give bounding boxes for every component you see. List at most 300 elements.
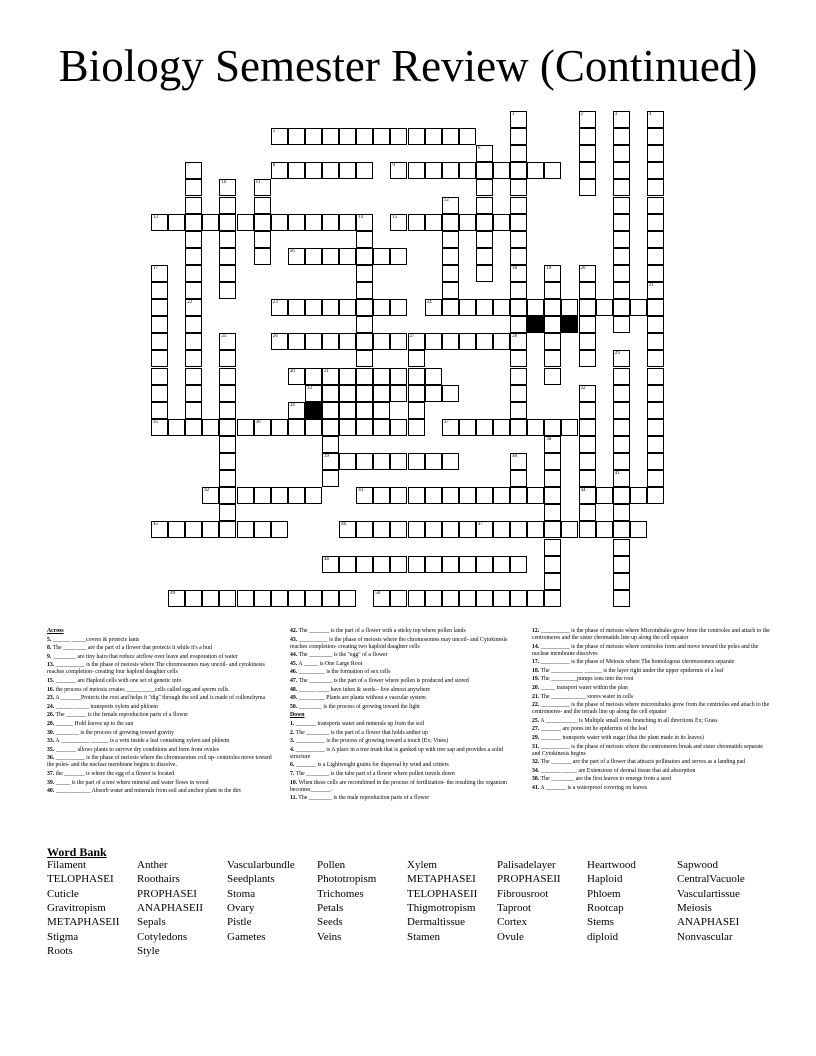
crossword-cell[interactable] bbox=[476, 487, 493, 504]
crossword-cell[interactable] bbox=[390, 487, 407, 504]
crossword-cell[interactable] bbox=[442, 487, 459, 504]
crossword-cell[interactable] bbox=[647, 316, 664, 333]
crossword-cell[interactable] bbox=[613, 573, 630, 590]
crossword-cell[interactable] bbox=[151, 368, 168, 385]
crossword-cell[interactable] bbox=[613, 111, 630, 128]
crossword-cell[interactable] bbox=[151, 402, 168, 419]
crossword-cell[interactable] bbox=[271, 487, 288, 504]
crossword-cell[interactable] bbox=[288, 368, 305, 385]
crossword-cell[interactable] bbox=[544, 487, 561, 504]
crossword-cell[interactable] bbox=[151, 419, 168, 436]
crossword-cell[interactable] bbox=[442, 214, 459, 231]
crossword-cell[interactable] bbox=[510, 453, 527, 470]
crossword-cell[interactable] bbox=[527, 487, 544, 504]
crossword-cell[interactable] bbox=[168, 590, 185, 607]
crossword-cell[interactable] bbox=[408, 368, 425, 385]
crossword-cell[interactable] bbox=[408, 453, 425, 470]
crossword-cell[interactable] bbox=[596, 487, 613, 504]
crossword-cell[interactable] bbox=[339, 402, 356, 419]
crossword-cell[interactable] bbox=[339, 299, 356, 316]
crossword-cell[interactable] bbox=[613, 265, 630, 282]
crossword-cell[interactable] bbox=[219, 368, 236, 385]
crossword-cell[interactable] bbox=[647, 368, 664, 385]
crossword-cell[interactable] bbox=[459, 333, 476, 350]
crossword-cell[interactable] bbox=[219, 214, 236, 231]
crossword-cell[interactable] bbox=[219, 333, 236, 350]
crossword-cell[interactable] bbox=[219, 265, 236, 282]
crossword-cell[interactable] bbox=[305, 214, 322, 231]
crossword-cell[interactable] bbox=[408, 162, 425, 179]
crossword-cell[interactable] bbox=[613, 539, 630, 556]
crossword-cell[interactable] bbox=[408, 590, 425, 607]
crossword-cell[interactable] bbox=[185, 282, 202, 299]
crossword-cell[interactable] bbox=[305, 162, 322, 179]
crossword-cell[interactable] bbox=[339, 368, 356, 385]
crossword-cell[interactable] bbox=[151, 385, 168, 402]
crossword-cell[interactable] bbox=[544, 265, 561, 282]
crossword-cell[interactable] bbox=[425, 590, 442, 607]
crossword-cell[interactable] bbox=[288, 402, 305, 419]
crossword-cell[interactable] bbox=[305, 248, 322, 265]
crossword-cell[interactable] bbox=[305, 128, 322, 145]
crossword-cell[interactable] bbox=[373, 385, 390, 402]
crossword-cell[interactable] bbox=[390, 419, 407, 436]
crossword-cell[interactable] bbox=[613, 504, 630, 521]
crossword-cell[interactable] bbox=[579, 111, 596, 128]
crossword-cell[interactable] bbox=[442, 265, 459, 282]
crossword-cell[interactable] bbox=[185, 402, 202, 419]
crossword-cell[interactable] bbox=[647, 350, 664, 367]
crossword-cell[interactable] bbox=[408, 419, 425, 436]
crossword-cell[interactable] bbox=[647, 419, 664, 436]
crossword-cell[interactable] bbox=[168, 214, 185, 231]
crossword-cell[interactable] bbox=[613, 128, 630, 145]
crossword-cell[interactable] bbox=[408, 556, 425, 573]
crossword-cell[interactable] bbox=[373, 521, 390, 538]
crossword-cell[interactable] bbox=[339, 453, 356, 470]
crossword-cell[interactable] bbox=[442, 299, 459, 316]
crossword-cell[interactable] bbox=[219, 453, 236, 470]
crossword-cell[interactable] bbox=[579, 333, 596, 350]
crossword-cell[interactable] bbox=[613, 556, 630, 573]
crossword-cell[interactable] bbox=[579, 162, 596, 179]
crossword-cell[interactable] bbox=[493, 521, 510, 538]
crossword-cell[interactable] bbox=[476, 231, 493, 248]
crossword-cell[interactable] bbox=[288, 299, 305, 316]
crossword-cell[interactable] bbox=[510, 333, 527, 350]
crossword-cell[interactable] bbox=[356, 556, 373, 573]
crossword-cell[interactable] bbox=[185, 299, 202, 316]
crossword-cell[interactable] bbox=[561, 419, 578, 436]
crossword-cell[interactable] bbox=[373, 333, 390, 350]
crossword-cell[interactable] bbox=[613, 162, 630, 179]
crossword-cell[interactable] bbox=[219, 402, 236, 419]
crossword-cell[interactable] bbox=[271, 128, 288, 145]
crossword-cell[interactable] bbox=[305, 299, 322, 316]
crossword-cell[interactable] bbox=[408, 385, 425, 402]
crossword-cell[interactable] bbox=[510, 419, 527, 436]
crossword-cell[interactable] bbox=[579, 402, 596, 419]
crossword-cell[interactable] bbox=[185, 521, 202, 538]
crossword-cell[interactable] bbox=[579, 419, 596, 436]
crossword-cell[interactable] bbox=[356, 368, 373, 385]
crossword-cell[interactable] bbox=[613, 590, 630, 607]
crossword-cell[interactable] bbox=[579, 521, 596, 538]
crossword-cell[interactable] bbox=[151, 214, 168, 231]
crossword-cell[interactable] bbox=[185, 162, 202, 179]
crossword-cell[interactable] bbox=[493, 162, 510, 179]
crossword-cell[interactable] bbox=[425, 487, 442, 504]
crossword-cell[interactable] bbox=[493, 214, 510, 231]
crossword-cell[interactable] bbox=[527, 521, 544, 538]
crossword-cell[interactable] bbox=[544, 419, 561, 436]
crossword-cell[interactable] bbox=[322, 333, 339, 350]
crossword-cell[interactable] bbox=[254, 231, 271, 248]
crossword-cell[interactable] bbox=[356, 333, 373, 350]
crossword-cell[interactable] bbox=[390, 162, 407, 179]
crossword-cell[interactable] bbox=[613, 214, 630, 231]
crossword-cell[interactable] bbox=[579, 179, 596, 196]
crossword-cell[interactable] bbox=[271, 590, 288, 607]
crossword-cell[interactable] bbox=[459, 590, 476, 607]
crossword-cell[interactable] bbox=[373, 590, 390, 607]
crossword-cell[interactable] bbox=[544, 470, 561, 487]
crossword-cell[interactable] bbox=[356, 214, 373, 231]
crossword-cell[interactable] bbox=[613, 248, 630, 265]
crossword-cell[interactable] bbox=[493, 333, 510, 350]
crossword-cell[interactable] bbox=[510, 162, 527, 179]
crossword-cell[interactable] bbox=[493, 487, 510, 504]
crossword-cell[interactable] bbox=[647, 179, 664, 196]
crossword-cell[interactable] bbox=[288, 128, 305, 145]
crossword-cell[interactable] bbox=[476, 590, 493, 607]
crossword-cell[interactable] bbox=[322, 128, 339, 145]
crossword-cell[interactable] bbox=[459, 487, 476, 504]
crossword-cell[interactable] bbox=[322, 556, 339, 573]
crossword-cell[interactable] bbox=[510, 231, 527, 248]
crossword-cell[interactable] bbox=[288, 487, 305, 504]
crossword-cell[interactable] bbox=[613, 179, 630, 196]
crossword-cell[interactable] bbox=[356, 299, 373, 316]
crossword-cell[interactable] bbox=[647, 453, 664, 470]
crossword-cell[interactable] bbox=[356, 265, 373, 282]
crossword-cell[interactable] bbox=[271, 419, 288, 436]
crossword-cell[interactable] bbox=[442, 231, 459, 248]
crossword-cell[interactable] bbox=[305, 385, 322, 402]
crossword-cell[interactable] bbox=[476, 145, 493, 162]
crossword-cell[interactable] bbox=[425, 385, 442, 402]
crossword-cell[interactable] bbox=[151, 299, 168, 316]
crossword-cell[interactable] bbox=[544, 282, 561, 299]
crossword-cell[interactable] bbox=[390, 521, 407, 538]
crossword-cell[interactable] bbox=[339, 419, 356, 436]
crossword-cell[interactable] bbox=[305, 368, 322, 385]
crossword-cell[interactable] bbox=[322, 299, 339, 316]
crossword-cell[interactable] bbox=[390, 590, 407, 607]
crossword-cell[interactable] bbox=[510, 111, 527, 128]
crossword-cell[interactable] bbox=[390, 299, 407, 316]
crossword-cell[interactable] bbox=[168, 521, 185, 538]
crossword-cell[interactable] bbox=[510, 197, 527, 214]
crossword-cell[interactable] bbox=[510, 487, 527, 504]
crossword-cell[interactable] bbox=[288, 248, 305, 265]
crossword-cell[interactable] bbox=[219, 590, 236, 607]
crossword-cell[interactable] bbox=[254, 179, 271, 196]
crossword-cell[interactable] bbox=[425, 128, 442, 145]
crossword-cell[interactable] bbox=[322, 419, 339, 436]
crossword-cell[interactable] bbox=[613, 350, 630, 367]
crossword-cell[interactable] bbox=[356, 231, 373, 248]
crossword-cell[interactable] bbox=[579, 128, 596, 145]
crossword-cell[interactable] bbox=[544, 162, 561, 179]
crossword-cell[interactable] bbox=[476, 333, 493, 350]
crossword-cell[interactable] bbox=[219, 282, 236, 299]
crossword-cell[interactable] bbox=[630, 299, 647, 316]
crossword-cell[interactable] bbox=[442, 556, 459, 573]
crossword-cell[interactable] bbox=[271, 214, 288, 231]
crossword-cell[interactable] bbox=[151, 350, 168, 367]
crossword-cell[interactable] bbox=[647, 111, 664, 128]
crossword-cell[interactable] bbox=[442, 197, 459, 214]
crossword-cell[interactable] bbox=[390, 453, 407, 470]
crossword-cell[interactable] bbox=[425, 521, 442, 538]
crossword-cell[interactable] bbox=[613, 316, 630, 333]
crossword-cell[interactable] bbox=[185, 590, 202, 607]
crossword-cell[interactable] bbox=[579, 470, 596, 487]
crossword-cell[interactable] bbox=[579, 282, 596, 299]
crossword-cell[interactable] bbox=[254, 590, 271, 607]
crossword-cell[interactable] bbox=[579, 299, 596, 316]
crossword-cell[interactable] bbox=[510, 402, 527, 419]
crossword-cell[interactable] bbox=[442, 521, 459, 538]
crossword-cell[interactable] bbox=[613, 470, 630, 487]
crossword-cell[interactable] bbox=[510, 145, 527, 162]
crossword-cell[interactable] bbox=[288, 162, 305, 179]
crossword-cell[interactable] bbox=[390, 368, 407, 385]
crossword-cell[interactable] bbox=[254, 248, 271, 265]
crossword-cell[interactable] bbox=[185, 248, 202, 265]
crossword-cell[interactable] bbox=[254, 214, 271, 231]
crossword-cell[interactable] bbox=[185, 333, 202, 350]
crossword-cell[interactable] bbox=[459, 162, 476, 179]
crossword-cell[interactable] bbox=[390, 556, 407, 573]
crossword-cell[interactable] bbox=[527, 419, 544, 436]
crossword-cell[interactable] bbox=[510, 282, 527, 299]
crossword-cell[interactable] bbox=[373, 487, 390, 504]
crossword-cell[interactable] bbox=[630, 487, 647, 504]
crossword-cell[interactable] bbox=[442, 162, 459, 179]
crossword-cell[interactable] bbox=[579, 316, 596, 333]
crossword-cell[interactable] bbox=[613, 385, 630, 402]
crossword-cell[interactable] bbox=[322, 590, 339, 607]
crossword-cell[interactable] bbox=[647, 487, 664, 504]
crossword-cell[interactable] bbox=[613, 487, 630, 504]
crossword-cell[interactable] bbox=[579, 145, 596, 162]
crossword-cell[interactable] bbox=[322, 248, 339, 265]
crossword-cell[interactable] bbox=[356, 521, 373, 538]
crossword-cell[interactable] bbox=[647, 299, 664, 316]
crossword-cell[interactable] bbox=[322, 453, 339, 470]
crossword-cell[interactable] bbox=[613, 402, 630, 419]
crossword-cell[interactable] bbox=[408, 350, 425, 367]
crossword-cell[interactable] bbox=[339, 521, 356, 538]
crossword-cell[interactable] bbox=[271, 299, 288, 316]
crossword-cell[interactable] bbox=[442, 282, 459, 299]
crossword-cell[interactable] bbox=[510, 385, 527, 402]
crossword-cell[interactable] bbox=[544, 539, 561, 556]
crossword-cell[interactable] bbox=[237, 487, 254, 504]
crossword-cell[interactable] bbox=[579, 487, 596, 504]
crossword-cell[interactable] bbox=[322, 402, 339, 419]
crossword-cell[interactable] bbox=[322, 214, 339, 231]
crossword-cell[interactable] bbox=[288, 419, 305, 436]
crossword-cell[interactable] bbox=[510, 590, 527, 607]
crossword-cell[interactable] bbox=[185, 214, 202, 231]
crossword-cell[interactable] bbox=[339, 385, 356, 402]
crossword-cell[interactable] bbox=[544, 299, 561, 316]
crossword-cell[interactable] bbox=[425, 333, 442, 350]
crossword-cell[interactable] bbox=[579, 385, 596, 402]
crossword-cell[interactable] bbox=[647, 385, 664, 402]
crossword-cell[interactable] bbox=[373, 248, 390, 265]
crossword-cell[interactable] bbox=[579, 350, 596, 367]
crossword-cell[interactable] bbox=[510, 350, 527, 367]
crossword-cell[interactable] bbox=[219, 385, 236, 402]
crossword-cell[interactable] bbox=[373, 419, 390, 436]
crossword-cell[interactable] bbox=[373, 368, 390, 385]
crossword-cell[interactable] bbox=[185, 179, 202, 196]
crossword-cell[interactable] bbox=[459, 521, 476, 538]
crossword-cell[interactable] bbox=[442, 385, 459, 402]
crossword-cell[interactable] bbox=[408, 214, 425, 231]
crossword-cell[interactable] bbox=[476, 179, 493, 196]
crossword-cell[interactable] bbox=[476, 214, 493, 231]
crossword-cell[interactable] bbox=[476, 299, 493, 316]
crossword-cell[interactable] bbox=[168, 419, 185, 436]
crossword-cell[interactable] bbox=[237, 521, 254, 538]
crossword-cell[interactable] bbox=[613, 368, 630, 385]
crossword-cell[interactable] bbox=[442, 128, 459, 145]
crossword-cell[interactable] bbox=[219, 350, 236, 367]
crossword-cell[interactable] bbox=[476, 556, 493, 573]
crossword-cell[interactable] bbox=[373, 556, 390, 573]
crossword-cell[interactable] bbox=[219, 504, 236, 521]
crossword-cell[interactable] bbox=[493, 556, 510, 573]
crossword-cell[interactable] bbox=[476, 162, 493, 179]
crossword-cell[interactable] bbox=[390, 128, 407, 145]
crossword-cell[interactable] bbox=[185, 231, 202, 248]
crossword-cell[interactable] bbox=[442, 333, 459, 350]
crossword-cell[interactable] bbox=[527, 590, 544, 607]
crossword-cell[interactable] bbox=[579, 453, 596, 470]
crossword-cell[interactable] bbox=[185, 385, 202, 402]
crossword-cell[interactable] bbox=[219, 248, 236, 265]
crossword-cell[interactable] bbox=[408, 487, 425, 504]
crossword-cell[interactable] bbox=[510, 214, 527, 231]
crossword-cell[interactable] bbox=[219, 436, 236, 453]
crossword-cell[interactable] bbox=[356, 402, 373, 419]
crossword-cell[interactable] bbox=[425, 299, 442, 316]
crossword-cell[interactable] bbox=[613, 231, 630, 248]
crossword-cell[interactable] bbox=[613, 197, 630, 214]
crossword-cell[interactable] bbox=[493, 299, 510, 316]
crossword-cell[interactable] bbox=[544, 556, 561, 573]
crossword-cell[interactable] bbox=[390, 248, 407, 265]
crossword-cell[interactable] bbox=[151, 282, 168, 299]
crossword-cell[interactable] bbox=[305, 590, 322, 607]
crossword-cell[interactable] bbox=[219, 487, 236, 504]
crossword-cell[interactable] bbox=[339, 128, 356, 145]
crossword-cell[interactable] bbox=[373, 402, 390, 419]
crossword-cell[interactable] bbox=[202, 521, 219, 538]
crossword-cell[interactable] bbox=[322, 470, 339, 487]
crossword-cell[interactable] bbox=[219, 521, 236, 538]
crossword-cell[interactable] bbox=[647, 128, 664, 145]
crossword-cell[interactable] bbox=[596, 299, 613, 316]
crossword-cell[interactable] bbox=[510, 265, 527, 282]
crossword-cell[interactable] bbox=[442, 590, 459, 607]
crossword-cell[interactable] bbox=[459, 299, 476, 316]
crossword-cell[interactable] bbox=[561, 521, 578, 538]
crossword-cell[interactable] bbox=[647, 162, 664, 179]
crossword-cell[interactable] bbox=[271, 162, 288, 179]
crossword-cell[interactable] bbox=[202, 487, 219, 504]
crossword-cell[interactable] bbox=[322, 436, 339, 453]
crossword-cell[interactable] bbox=[373, 299, 390, 316]
crossword-cell[interactable] bbox=[544, 453, 561, 470]
crossword-cell[interactable] bbox=[151, 265, 168, 282]
crossword-cell[interactable] bbox=[356, 316, 373, 333]
crossword-cell[interactable] bbox=[425, 368, 442, 385]
crossword-cell[interactable] bbox=[510, 556, 527, 573]
crossword-cell[interactable] bbox=[647, 402, 664, 419]
crossword-cell[interactable] bbox=[544, 521, 561, 538]
crossword-cell[interactable] bbox=[476, 265, 493, 282]
crossword-cell[interactable] bbox=[219, 419, 236, 436]
crossword-cell[interactable] bbox=[151, 316, 168, 333]
crossword-cell[interactable] bbox=[408, 333, 425, 350]
crossword-cell[interactable] bbox=[647, 282, 664, 299]
crossword-cell[interactable] bbox=[339, 590, 356, 607]
crossword-cell[interactable] bbox=[271, 333, 288, 350]
crossword-cell[interactable] bbox=[339, 556, 356, 573]
crossword-cell[interactable] bbox=[322, 162, 339, 179]
crossword-cell[interactable] bbox=[254, 521, 271, 538]
crossword-cell[interactable] bbox=[510, 470, 527, 487]
crossword-cell[interactable] bbox=[288, 214, 305, 231]
crossword-cell[interactable] bbox=[527, 299, 544, 316]
crossword-cell[interactable] bbox=[476, 248, 493, 265]
crossword-cell[interactable] bbox=[544, 504, 561, 521]
crossword-cell[interactable] bbox=[254, 197, 271, 214]
crossword-cell[interactable] bbox=[356, 385, 373, 402]
crossword-cell[interactable] bbox=[579, 265, 596, 282]
crossword-cell[interactable] bbox=[339, 214, 356, 231]
crossword-cell[interactable] bbox=[442, 248, 459, 265]
crossword-cell[interactable] bbox=[613, 453, 630, 470]
crossword-cell[interactable] bbox=[390, 385, 407, 402]
crossword-cell[interactable] bbox=[390, 214, 407, 231]
crossword-cell[interactable] bbox=[613, 419, 630, 436]
crossword-cell[interactable] bbox=[185, 197, 202, 214]
crossword-cell[interactable] bbox=[305, 419, 322, 436]
crossword-cell[interactable] bbox=[219, 197, 236, 214]
crossword-cell[interactable] bbox=[356, 487, 373, 504]
crossword-cell[interactable] bbox=[219, 231, 236, 248]
crossword-cell[interactable] bbox=[288, 333, 305, 350]
crossword-cell[interactable] bbox=[527, 162, 544, 179]
crossword-cell[interactable] bbox=[425, 453, 442, 470]
